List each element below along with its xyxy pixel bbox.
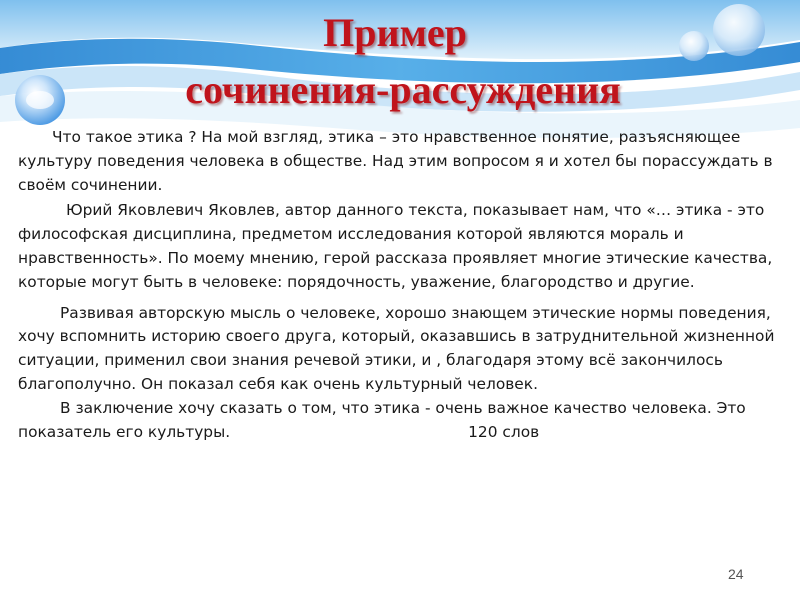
page-number: 24 <box>728 566 744 582</box>
essay-paragraph-argument: Развивая авторскую мысль о человеке, хорошо знающем этические нормы поведения, хочу вспомнить историю своего друга, который, оказавшись в затруднительной жизненной ситуации, применил свои знания речевой этики, и , благодаря этому всё закончилось благополучно. Он показал себя как очень культурный человек. <box>18 303 775 393</box>
essay-body <box>18 126 778 444</box>
word-count: 120 слов <box>468 422 540 441</box>
essay-paragraph-author-thesis: Юрий Яковлевич Яковлев, автор данного текста, показывает нам, что «… этика - это философская дисциплина, предметом исследования которой являются мораль и нравственность». По моему мнению, герой рассказа проявляет многие этические качества, которые могут быть в человеке: порядочность, уважение, благородство и другие. <box>18 201 773 291</box>
conclusion-text: В заключение хочу сказать о том, что этика - очень важное качество человека. Это показатель его культуры. <box>18 398 746 441</box>
slide-title-line2: сочинения-рассуждения <box>185 67 621 112</box>
slide-title-line1: Пример <box>323 10 467 55</box>
essay-paragraph-conclusion <box>18 397 778 445</box>
essay-paragraph-intro: Что такое этика ? На мой взгляд, этика – это нравственное понятие, разъясняющее культуру поведения человека в обществе. Над этим вопросом я и хотел бы порассуждать в своём сочинении. <box>18 128 773 194</box>
